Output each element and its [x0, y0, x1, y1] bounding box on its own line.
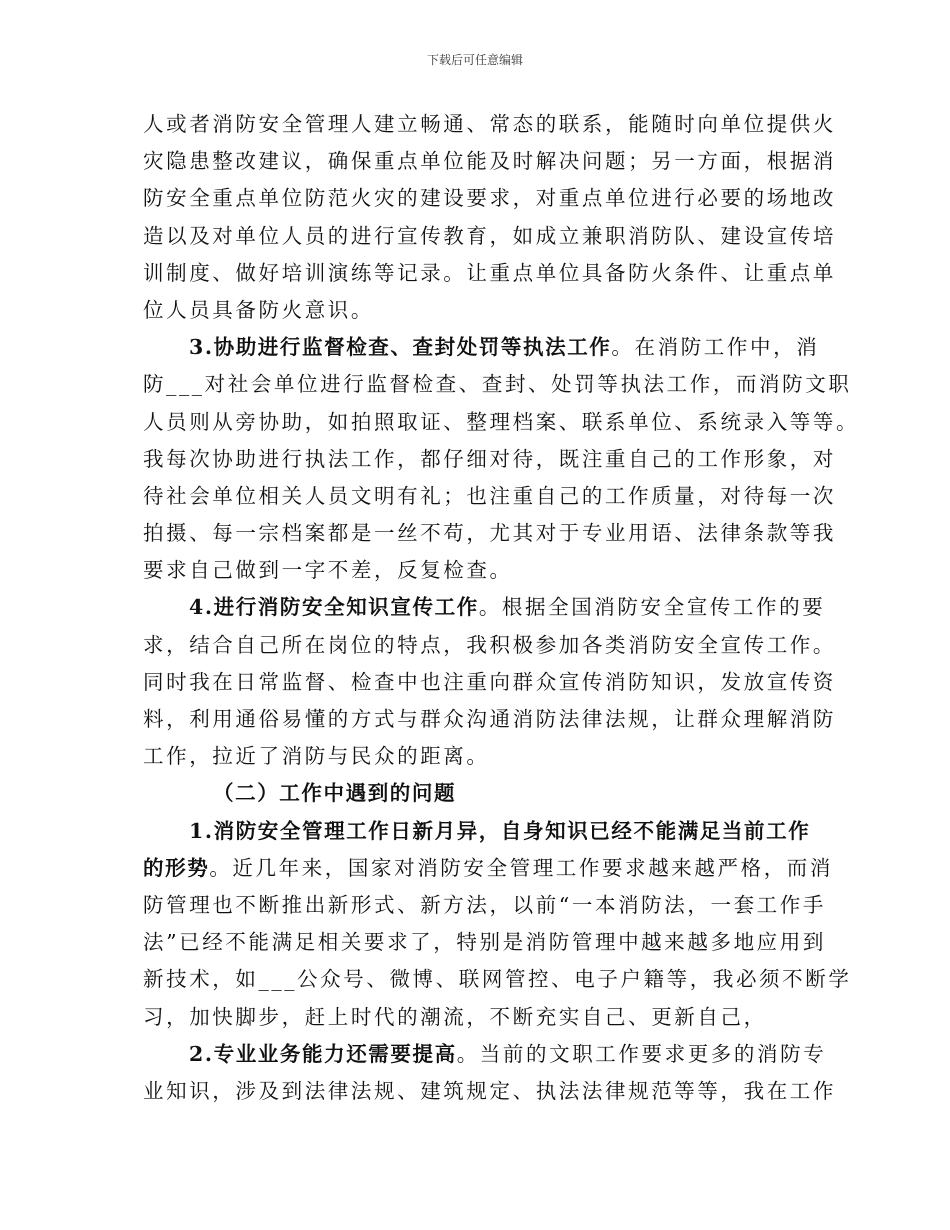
body-text: 造以及对单位人员的进行宣传教育，如成立兼职消防队、建设宣传培 [143, 223, 836, 248]
text-line [143, 255, 843, 292]
text-line [143, 589, 843, 626]
body-text: 防安全重点单位防范火灾的建设要求，对重点单位进行必要的场地改 [143, 186, 836, 211]
text-line [143, 664, 843, 701]
text-line [143, 1073, 843, 1110]
text-line [143, 441, 843, 478]
bold-heading-text: 的形势 [143, 855, 210, 880]
bold-heading-text: 1.消防安全管理工作日新月异，自身知识已经不能满足当前工作 [189, 818, 811, 843]
text-line [143, 404, 860, 441]
text-line [143, 1036, 843, 1073]
body-text: 同时我在日常监督、检查中也注重向群众宣传消防知识，发放宣传资 [143, 669, 836, 694]
body-text: 求，结合自己所在岗位的特点，我积极参加各类消防安全宣传工作。 [143, 632, 836, 657]
text-line [143, 850, 843, 887]
text-line [143, 887, 843, 924]
document-body [143, 106, 860, 1110]
text-line [143, 999, 843, 1036]
text-line [143, 366, 852, 403]
text-line [143, 627, 843, 664]
body-text: 位人员具备防火意识。 [143, 297, 374, 322]
body-text: 要求自己做到一字不差，反复检查。 [143, 558, 513, 583]
bold-heading-text: 2.专业业务能力还需要提高 [189, 1041, 457, 1066]
body-text: 防___对社会单位进行监督检查、查封、处罚等执法工作，而消防文职 [143, 372, 852, 397]
bold-heading-text: 4.进行消防安全知识宣传工作 [189, 595, 479, 620]
bold-heading-text: 3.协助进行监督检查、查封处罚等执法工作 [189, 335, 612, 360]
body-text: 待社会单位相关人员文明有礼；也注重自己的工作质量，对待每一次 [143, 483, 836, 508]
body-text: 我每次协助进行执法工作，都仔细对待，既注重自己的工作形象，对 [143, 446, 836, 471]
text-line [143, 478, 843, 515]
text-line [143, 143, 843, 180]
body-text: 防管理也不断推出新形式、新方法，以前“一本消防法，一套工作手 [143, 892, 826, 917]
body-text: 习，加快脚步，赶上时代的潮流，不断充实自己、更新自己， [143, 1004, 767, 1029]
text-line [143, 701, 843, 738]
text-line [143, 292, 843, 329]
body-text: 业知识，涉及到法律法规、建筑规定、执法法律规范等等，我在工作 [143, 1078, 836, 1103]
page-header: 下载后可任意编辑 [426, 53, 523, 67]
text-line [143, 218, 843, 255]
text-line [143, 552, 843, 589]
text-line [143, 180, 843, 217]
text-line [143, 961, 852, 998]
text-line [143, 924, 843, 961]
text-line [143, 775, 843, 812]
body-text: 工作，拉近了消防与民众的距离。 [143, 744, 490, 769]
body-text: 。根据全国消防安全宣传工作的要 [478, 595, 826, 620]
text-line [143, 515, 843, 552]
body-text: 料，利用通俗易懂的方式与群众沟通消防法律法规，让群众理解消防 [143, 707, 836, 731]
body-text: 。当前的文职工作要求更多的消防专 [456, 1041, 827, 1066]
text-line [143, 329, 843, 366]
bold-heading-text: （二）工作中遇到的问题 [213, 781, 457, 806]
body-text: 灾隐患整改建议，确保重点单位能及时解决问题；另一方面，根据消 [143, 149, 836, 174]
body-text: 拍摄、每一宗档案都是一丝不苟，尤其对于专业用语、法律条款等我 [143, 521, 836, 546]
text-line [143, 813, 843, 850]
body-text: 人员则从旁协助，如拍照取证、整理档案、联系单位、系统录入等等。 [143, 409, 860, 434]
text-line [143, 738, 843, 775]
body-text: 新技术，如___公众号、微博、联网管控、电子户籍等，我必须不断学 [143, 967, 852, 992]
text-line [143, 106, 843, 143]
body-text: 。近几年来，国家对消防安全管理工作要求越来越严格，而消 [209, 855, 834, 880]
body-text: 法”已经不能满足相关要求了，特别是消防管理中越来越多地应用到 [143, 930, 826, 955]
body-text: 人或者消防安全管理人建立畅通、常态的联系，能随时向单位提供火 [143, 112, 836, 136]
body-text: 训制度、做好培训演练等记录。让重点单位具备防火条件、让重点单 [143, 260, 836, 285]
body-text: 。在消防工作中，消 [611, 335, 820, 360]
